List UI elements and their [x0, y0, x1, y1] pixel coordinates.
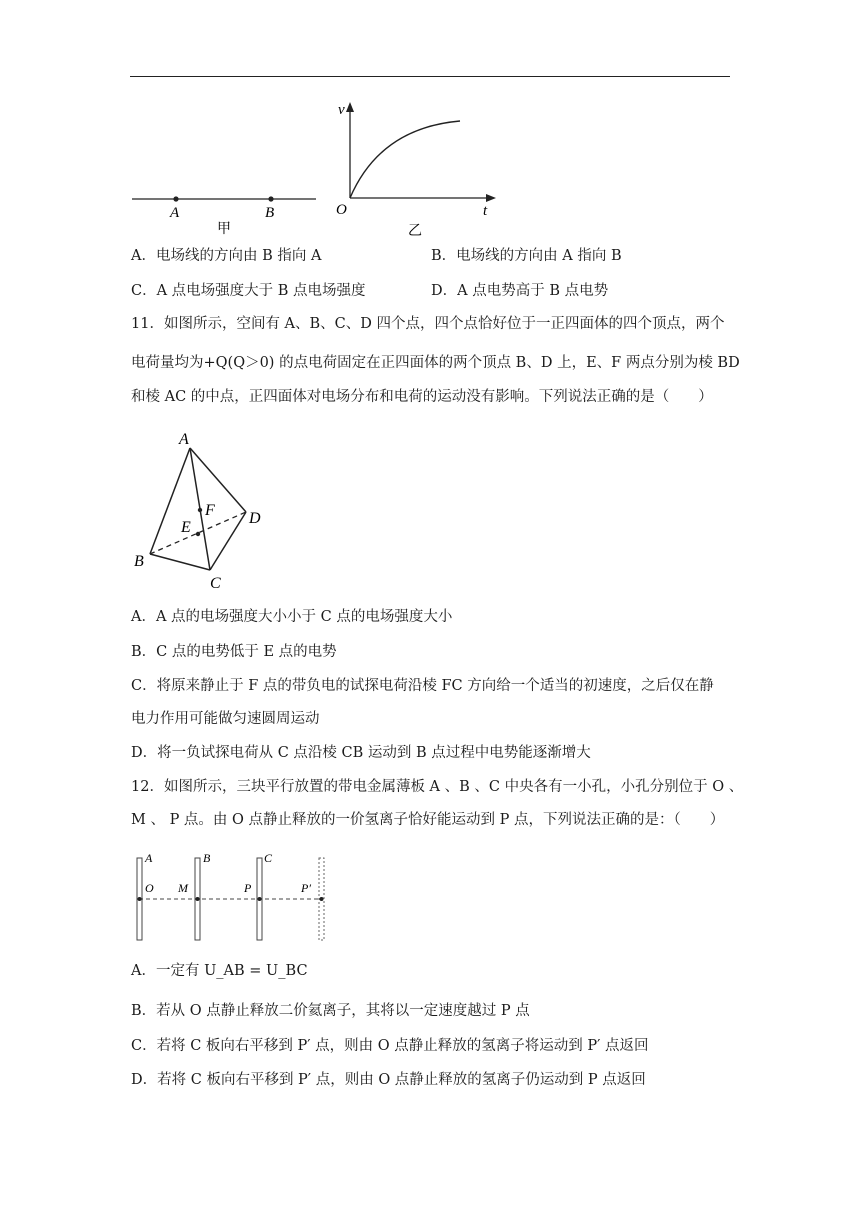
q11-option-b: B．C 点的电势低于 E 点的电势	[131, 644, 337, 660]
q11-stem-line1: 11．如图所示，空间有 A、B、C、D 四个点，四个点恰好位于一正四面体的四个顶点，两个	[131, 316, 725, 332]
fig10-label-a: A	[170, 205, 180, 221]
q12-option-a: A．一定有 U_AB = U_BC	[131, 963, 308, 979]
q12-option-d: D．若将 C 板向右平移到 P′ 点，则由 O 点静止释放的氢离子仍运动到 P 点返回	[131, 1072, 646, 1088]
fig12-label-m: M	[178, 881, 188, 895]
fig12-label-p-prime: P′	[301, 881, 311, 895]
q10-option-d: D．A 点电势高于 B 点电势	[431, 283, 609, 299]
fig12-label-a: A	[145, 851, 153, 865]
q11-option-c-line2: 电力作用可能做匀速圆周运动	[131, 711, 320, 727]
fig10-origin: O	[336, 202, 347, 218]
q10-option-a: A．电场线的方向由 B 指向 A	[131, 248, 322, 264]
fig11-label-d: D	[249, 510, 261, 527]
q10-option-c: C．A 点电场强度大于 B 点电场强度	[131, 283, 366, 299]
fig11-label-b: B	[134, 553, 144, 570]
fig10-axis-v: v	[338, 102, 345, 118]
fig10-axis-t: t	[483, 203, 488, 219]
q11-option-c-line1: C．将原来静止于 F 点的带负电的试探电荷沿棱 FC 方向给一个适当的初速度，之后仅在静	[131, 678, 714, 694]
fig11-label-f: F	[205, 502, 215, 519]
fig10-caption-jia: 甲	[217, 221, 231, 237]
figure-parallel-plates	[128, 848, 338, 946]
fig11-label-e: E	[181, 519, 191, 536]
figure-yi-vt-graph	[330, 98, 505, 240]
fig12-label-c: C	[264, 851, 273, 865]
q12-stem-line1: 12．如图所示，三块平行放置的带电金属薄板 A 、B 、C 中央各有一小孔，小孔分别位于 O 、	[131, 779, 744, 795]
q12-option-b: B．若从 O 点静止释放二价氦离子，其将以一定速度越过 P 点	[131, 1003, 530, 1019]
q11-stem-line2: 电荷量均为+Q(Q＞0) 的点电荷固定在正四面体的两个顶点 B、D 上，E、F 两点分别为棱 BD	[131, 355, 740, 371]
q12-option-c: C．若将 C 板向右平移到 P′ 点，则由 O 点静止释放的氢离子将运动到 P′ 点返回	[131, 1038, 649, 1054]
fig12-label-o: O	[145, 881, 154, 895]
header-rule	[130, 76, 730, 77]
q12-stem-line2: M 、 P 点。由 O 点静止释放的一价氢离子恰好能运动到 P 点，下列说法正确的是：（ ）	[131, 812, 725, 828]
fig12-label-b: B	[203, 851, 211, 865]
q11-option-a: A．A 点的电场强度大小小于 C 点的电场强度大小	[131, 609, 453, 625]
fig10-label-b: B	[265, 205, 275, 221]
fig11-label-a: A	[179, 431, 189, 448]
q10-option-b: B．电场线的方向由 A 指向 B	[431, 248, 622, 264]
fig12-label-p: P	[244, 881, 252, 895]
q11-stem-line3: 和棱 AC 的中点，正四面体对电场分布和电荷的运动没有影响。下列说法正确的是（ ）	[131, 389, 713, 405]
figure-tetrahedron	[128, 426, 278, 596]
q11-option-d: D．将一负试探电荷从 C 点沿棱 CB 运动到 B 点过程中电势能逐渐增大	[131, 745, 591, 761]
fig11-label-c: C	[210, 575, 221, 592]
figure-jia-line	[128, 180, 328, 240]
fig10-caption-yi: 乙	[408, 223, 422, 239]
